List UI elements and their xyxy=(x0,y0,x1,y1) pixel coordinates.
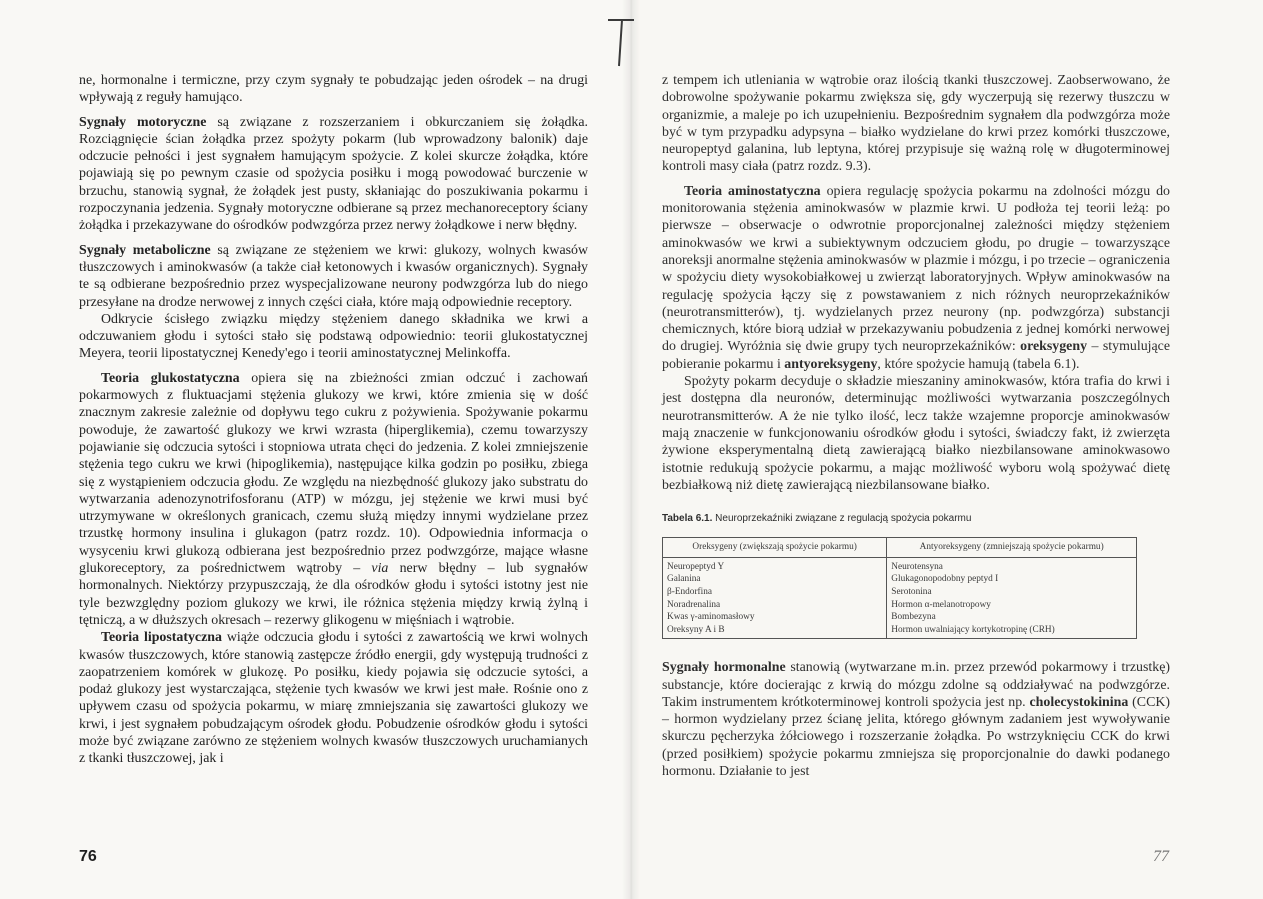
table-caption-label: Tabela 6.1. xyxy=(662,513,713,525)
bold-term: antyoreksygeny xyxy=(784,356,878,372)
book-gutter xyxy=(622,0,640,899)
bold-term: Sygnały metaboliczne xyxy=(79,242,211,258)
table-body xyxy=(663,557,1137,639)
text-run: , które spożycie hamują (tabela 6.1). xyxy=(877,356,1080,372)
text-run: (CCK) – hormon wydzielany przez ścianę jelita, którego głównym zadaniem jest wywoływanie skurczu pęcherzyka żółciowego i rozszerzanie żołądka. Po wstrzyknięciu CCK do krwi (przed posiłkiem) spożycie pokarmu zmniejsza się proporcjonalnie do dawki podanego hormonu. Działanie to jest xyxy=(662,694,1170,780)
right-text-after-table xyxy=(662,659,1170,780)
orexigen-cell: Galanina xyxy=(663,573,887,586)
page-number-left: 76 xyxy=(79,848,97,865)
bold-term: Teoria lipostatyczna xyxy=(101,630,222,646)
paragraph xyxy=(662,373,1170,494)
orexigen-cell: Kwas γ-aminomasłowy xyxy=(663,611,887,624)
text-run: opiera się na zbieżności zmian odczuć i zachowań pokarmowych z fluktuacjami stężenia glukozy we krwi, które zmienia się w dość znacznym zakresie zależnie od dopływu tego cukru z pożywienia. Spożywanie pokarmu powoduje, że zawartość glukozy we krwi wzrasta (hiperglikemia), czemu towarzyszy pojawianie się odczucia sytości i stopniowa utrata chęci do jedzenia. Z kolei zmniejszenie stężenia tego cukru we krwi (hipoglikemia), następujące kilka godzin po posiłku, zbiega się z wystąpieniem odczucia głodu. Ze względu na niezbędność glukozy jako substratu do wytwarzania adenozynotrifosforanu (ATP) w mózgu, jej stężenie we krwi musi być utrzymywane w określonych granicach, czemu służą między innymi wydzielane przez trzustkę hormony insulina i glukagon (patrz rozdz. 10). Odpowiednia informacja o wysyceniu krwi glukozą odbierana jest bezpośrednio przez podwzgórze, mające własne glukoreceptory, za pośrednictwem wątroby – xyxy=(79,370,588,577)
paragraph xyxy=(79,72,588,107)
binding-clip-mark xyxy=(606,16,636,68)
text-run: stanowią (wytwarzane m.in. przez przewód pokarmowy i trzustkę) substancje, które docierając z krwią do mózgu zdolne są oddziaływać na podwzgórze. Takim instrumentem krótkoterminowej kontroli spożycia jest np. xyxy=(662,660,1170,710)
orexigen-cell: β-Endorfina xyxy=(663,586,887,599)
anorexigen-cell: Hormon α-melanotropowy xyxy=(887,599,1137,612)
paragraph xyxy=(79,370,588,629)
paragraph xyxy=(662,659,1170,780)
anorexigen-cell: Serotonina xyxy=(887,586,1137,599)
text-run: – stymulujące pobieranie pokarmu i xyxy=(662,339,1170,372)
page-number-right: 77 xyxy=(1153,848,1169,865)
text-run: są związane z rozszerzaniem i obkurczaniem się żołądka. Rozciągnięcie ścian żołądka przez spożyty pokarm (lub wprowadzony balonik) daje odczucie pełności i jest sygnałem hamującym spożycie. Z kolei skurcze żołądka, które pojawiają się po pewnym czasie od spożycia posiłku i mogą powodować burczenie w brzuchu, stanowią sygnał, że żołądek jest pusty, skłaniając do poszukiwania pokarmu i rozpoczynania jedzenia. Sygnały motoryczne odbierane są przez mechanoreceptory ściany żołądka i przekazywane do ośrodków podwzgórza przez nerwy żołądkowe i nerw błędny. xyxy=(79,114,589,234)
bold-term: Sygnały motoryczne xyxy=(79,114,207,130)
neurotransmitter-table xyxy=(662,537,1137,639)
left-page-text-column xyxy=(79,72,588,768)
text-run: nerw błędny – lub sygnałów hormonalnych. Niektórzy przypuszczają, że dla ośrodków głodu i sytości istotny jest nie tyle bezwzględny poziom glukozy we krwi, ile różnica stężenia między krwią żylną i tętniczą, a w dłuższych okresach – rezerwy glikogenu w mięśniach i wątrobie. xyxy=(79,561,588,628)
text-run: opiera regulację spożycia pokarmu na zdolności mózgu do monitorowania stężenia aminokwasów w plazmie krwi. U podłoża tej teorii leżą: po pierwsze – obserwacje o odwrotnie proporcjonalnej zależności między stężeniem aminokwasów we krwi a subiektywnym odczuciem głodu, po drugie – towarzyszące anoreksji anormalne stężenia aminokwasów w plazmie i mózgu, i po trzecie – ograniczenia w spożyciu diety wysokobiałkowej u zwierząt laboratoryjnych. Wpływ aminokwasów na regulację spożycia łączy się z powstawaniem z nich różnych neuroprzekaźników (neurotransmitterów), tj. wydzielanych przez neurony (np. podwzgórza) substancji chemicznych, które biorą udział w przekazywaniu pobudzenia z jednej komórki nerwowej do drugiej. Wyróżnia się dwie grupy tych neuroprzekaźników: xyxy=(662,183,1170,355)
bold-term: Teoria glukostatyczna xyxy=(101,370,240,386)
right-page-text-column xyxy=(662,72,1170,780)
paragraph xyxy=(79,311,588,363)
bold-term: Sygnały hormonalne xyxy=(662,660,786,676)
bold-term: Teoria aminostatyczna xyxy=(684,183,821,199)
text-run: ne, hormonalne i termiczne, przy czym sygnały te pobudzając jeden ośrodek – na drugi wpływają z reguły hamująco. xyxy=(79,73,588,106)
table-row xyxy=(663,573,1137,586)
table-caption xyxy=(662,512,1170,525)
anorexigen-cell: Hormon uwalniający kortykotropinę (CRH) xyxy=(887,624,1137,639)
left-page xyxy=(0,0,631,899)
table-row xyxy=(663,599,1137,612)
paragraph xyxy=(662,183,1170,373)
anorexigen-cell: Glukagonopodobny peptyd I xyxy=(887,573,1137,586)
table-row xyxy=(663,611,1137,624)
paragraph xyxy=(79,114,588,235)
text-run: z tempem ich utleniania w wątrobie oraz ilością tkanki tłuszczowej. Zaobserwowano, że dobrowolne spożywanie pokarmu zwiększa się, gdy wyczerpują się rezerwy tłuszczu w organizmie, a maleje po ich uzupełnieniu. Bezpośrednim sygnałem dla podwzgórza może być w tym przypadku adypsyna – białko wydzielane do krwi przez komórki tłuszczowe, neuropeptyd galanina, lub leptyna, której przypisuje się ważną rolę w długoterminowej kontroli masy ciała (patrz rozdz. 9.3). xyxy=(662,73,1170,175)
orexigen-cell: Neuropeptyd Y xyxy=(663,557,887,573)
table-row xyxy=(663,557,1137,573)
table-header-anorexigens: Antyoreksygeny (zmniejszają spożycie pokarmu) xyxy=(887,538,1137,558)
table-row xyxy=(663,624,1137,639)
table-header-orexigens: Oreksygeny (zwiększają spożycie pokarmu) xyxy=(663,538,887,558)
paragraph xyxy=(79,629,588,767)
text-run: Spożyty pokarm decyduje o składzie mieszaniny aminokwasów, która trafia do krwi i jest dostępna dla neuronów, determinując możliwości wytwarzania poszczególnych neurotransmitterów. A że nie tylko ilość, lecz także wzajemne proporcje aminokwasów mają znaczenie w funkcjonowaniu ośrodków głodu i sytości, świadczy fakt, iż zwierzęta żywione eksperymentalną dietą zawierającą białko niezbilansowane aminokwasowo istotnie redukują spożycie pokarmu, a mając możliwość wyboru wolą spożywać dietę bezbiałkową niż dietę zawierającą niezbilansowane białko. xyxy=(662,374,1170,493)
anorexigen-cell: Bombezyna xyxy=(887,611,1137,624)
bold-term: cholecystokinina xyxy=(1029,694,1129,710)
orexigen-cell: Noradrenalina xyxy=(663,599,887,612)
text-run: wiąże odczucia głodu i sytości z zawartością we krwi wolnych kwasów tłuszczowych, które stanowią zastępcze źródło energii, gdy występują trudności z zaopatrzeniem komórek w glukozę. Po posiłku, kiedy pojawia się odczucie sytości, a podaż glukozy jest wystarczająca, stężenie tych kwasów we krwi jest małe. Rośnie ono z upływem czasu od spożycia pokarmu, w miarę zmniejszania się zawartości glukozy we krwi, i jest sygnałem pobudzającym ośrodek głodu. Pobudzenie ośrodków głodu i sytości może być związane zarówno ze stężeniem wolnych kwasów tłuszczowych uruchamianych z tkanki tłuszczowej, jak i xyxy=(79,630,588,767)
bold-term: oreksygeny xyxy=(1020,339,1088,355)
table-header-row xyxy=(663,538,1137,558)
table-caption-text: Neuroprzekaźniki związane z regulacją spożycia pokarmu xyxy=(712,513,972,525)
paragraph xyxy=(79,242,588,311)
right-text-before-table xyxy=(662,72,1170,494)
text-run: są związane ze stężeniem we krwi: glukozy, wolnych kwasów tłuszczowych i aminokwasów (a także ciał ketonowych i kwasów organicznych). Sygnały te są odbierane bezpośrednio przez wyspecjalizowane neurony podwzgórza lub do niego przesyłane na drodze nerwowej z innych części ciała, które mają odpowiednie receptory. xyxy=(79,242,588,310)
text-run: Odkrycie ścisłego związku między stężeniem danego składnika we krwi a odczuwaniem głodu i sytości stało się podstawą odpowiednio: teorii glukostatycznej Meyera, teorii lipostatycznej Kenedy'ego i teorii aminostatycznej Melinkoffa. xyxy=(79,311,588,362)
paragraph xyxy=(662,72,1170,176)
italic-term: via xyxy=(371,561,389,577)
table-row xyxy=(663,586,1137,599)
anorexigen-cell: Neurotensyna xyxy=(887,557,1137,573)
orexigen-cell: Oreksyny A i B xyxy=(663,624,887,639)
